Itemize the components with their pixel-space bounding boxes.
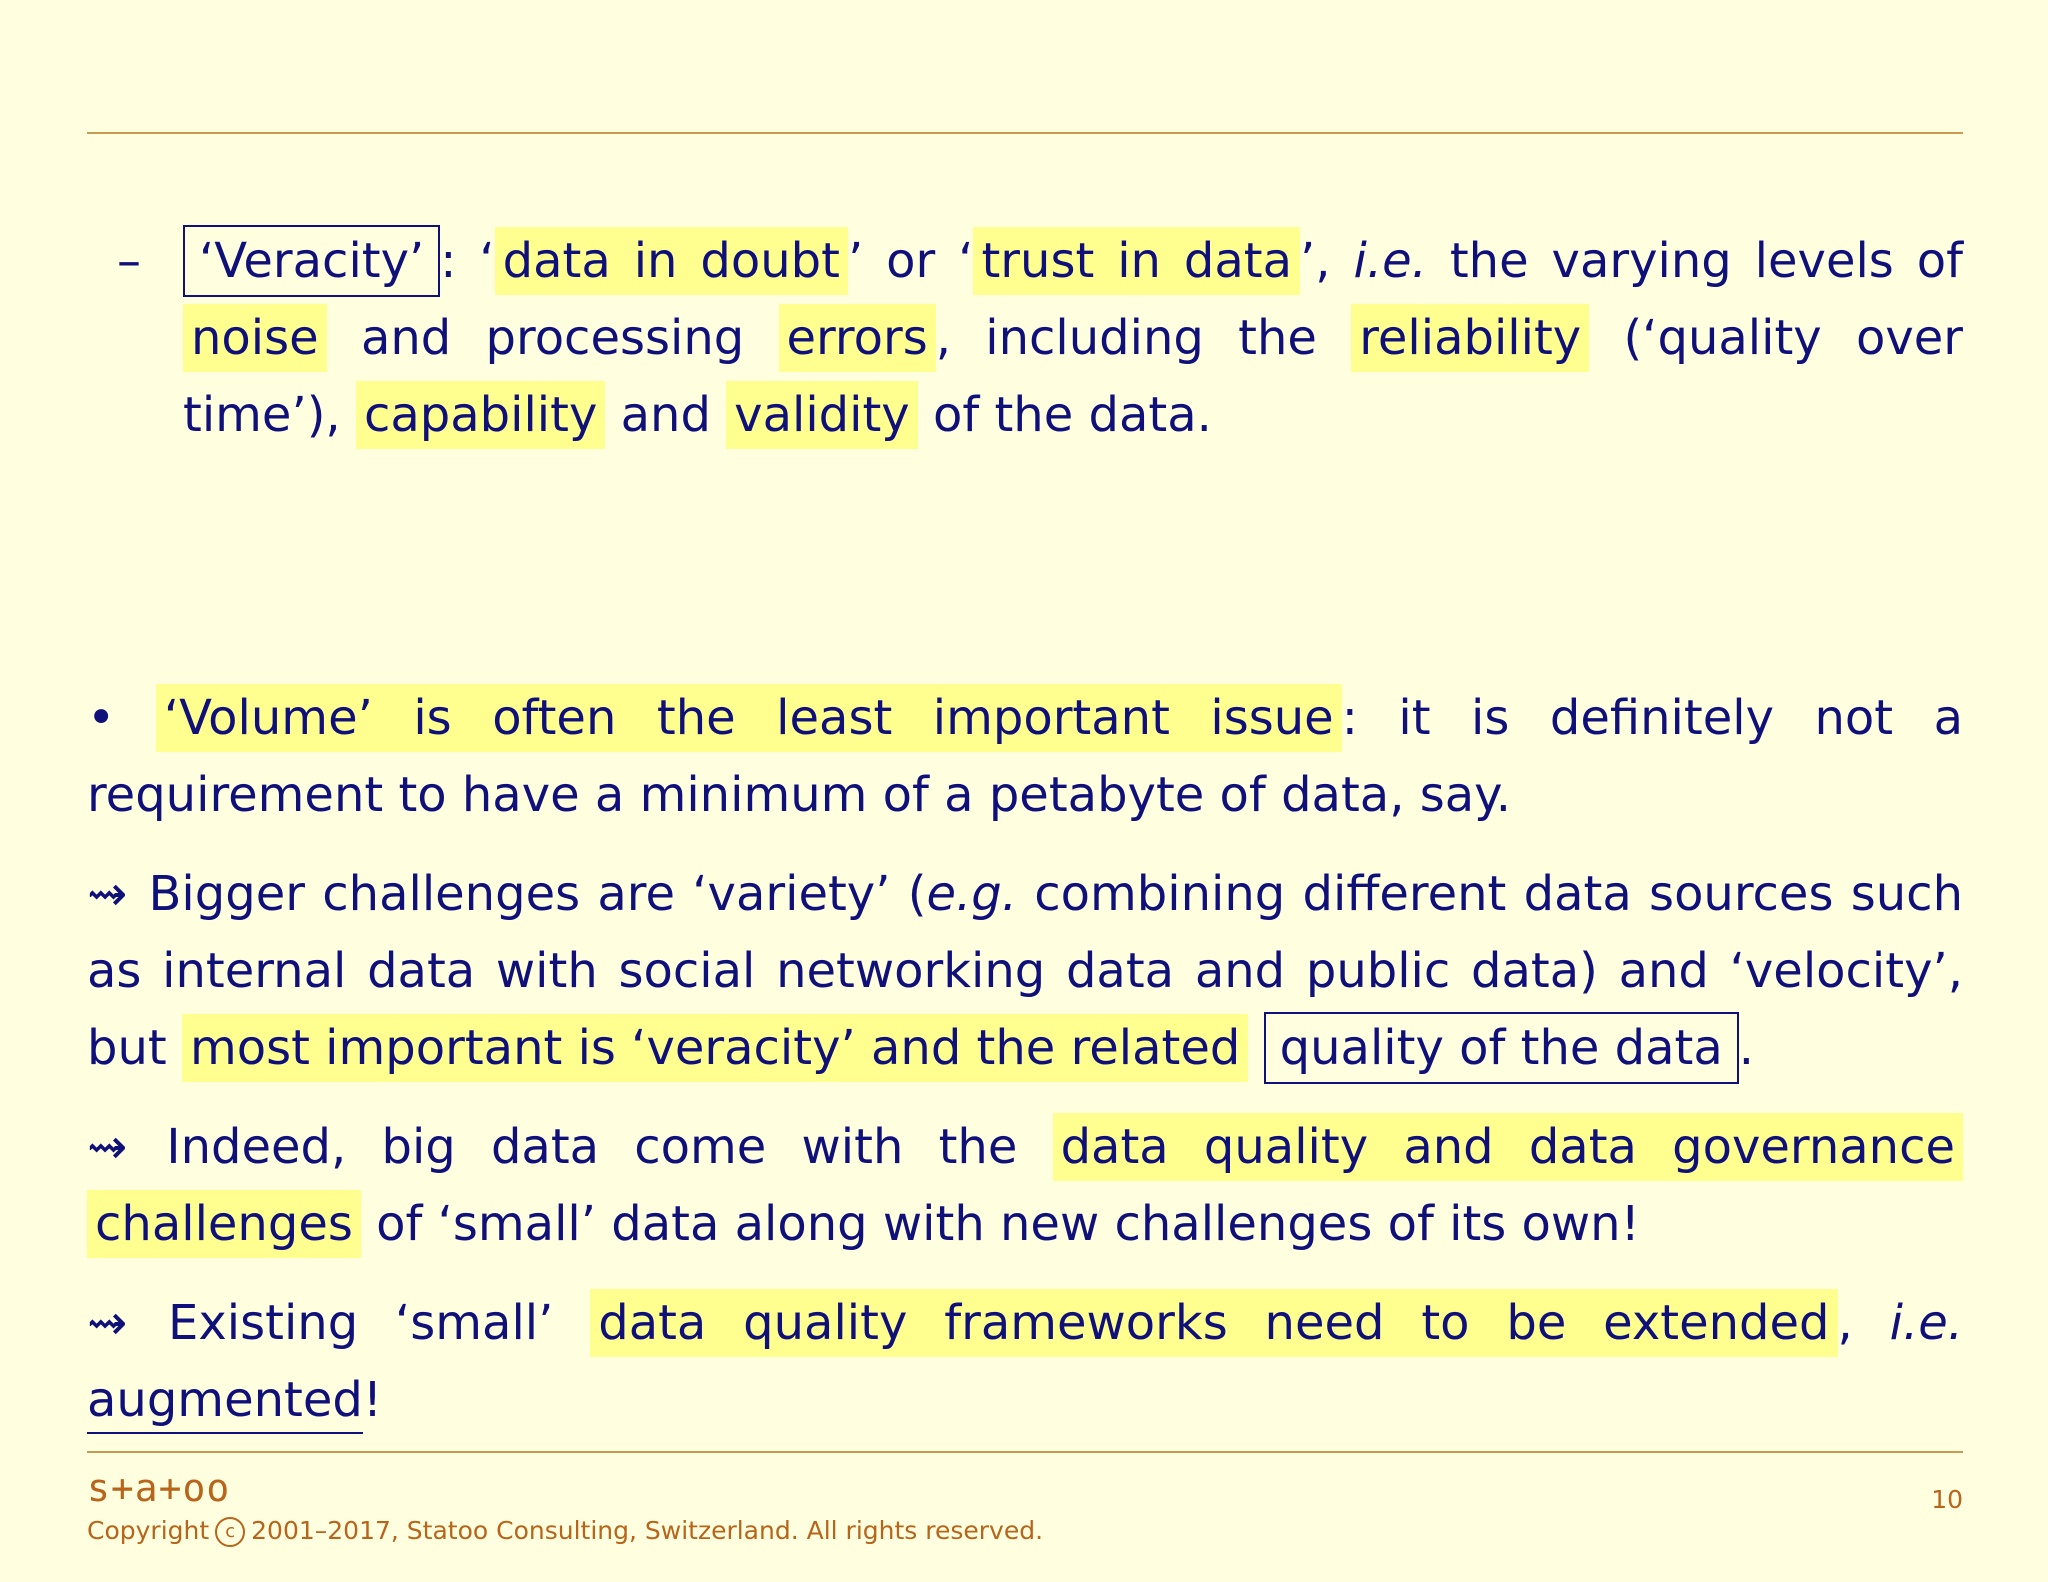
bigger-text-1: Bigger challenges are ‘variety’ ( bbox=[131, 866, 927, 922]
volume-paragraph bbox=[87, 680, 1963, 834]
indeed-text-1: Indeed, big data come with the bbox=[131, 1119, 1053, 1175]
bullet-marker: • bbox=[87, 690, 116, 746]
veracity-colon: : bbox=[440, 233, 457, 289]
veracity-text-3: , including the bbox=[935, 310, 1352, 366]
bigger-text-4: . bbox=[1738, 1020, 1755, 1076]
bigger-text-2: combining different data sources such as internal data with social networking data and public data) and ‘velocity’, but bbox=[87, 866, 1963, 1076]
veracity-term-box: ‘Veracity’ bbox=[183, 225, 440, 297]
copyright-icon: c bbox=[215, 1517, 245, 1547]
existing-text-1: Existing ‘small’ bbox=[131, 1295, 591, 1351]
existing-text-4: ! bbox=[362, 1372, 383, 1428]
bigger-text-3 bbox=[1248, 1020, 1263, 1076]
main-body bbox=[87, 680, 1963, 1439]
ie-abbrev: i.e. bbox=[1353, 233, 1427, 289]
indeed-paragraph bbox=[87, 1109, 1963, 1263]
veracity-text-4: (‘quality over time’), bbox=[183, 310, 1963, 443]
quality-of-data-box: quality of the data bbox=[1264, 1012, 1739, 1084]
existing-text-2: , bbox=[1837, 1295, 1890, 1351]
underlined-augmented: augmented bbox=[87, 1372, 363, 1434]
squiggle-arrow-icon: ⇝ bbox=[87, 1295, 128, 1351]
header-rule bbox=[87, 132, 1963, 134]
copyright-prefix: Copyright bbox=[87, 1516, 210, 1545]
dash-marker: – bbox=[117, 233, 141, 289]
volume-text: : it is definitely not a requirement to have a minimum of a petabyte of data, say. bbox=[87, 690, 1963, 823]
veracity-block bbox=[87, 223, 1963, 454]
veracity-text-5: and bbox=[605, 387, 727, 443]
veracity-text-2: and processing bbox=[326, 310, 779, 366]
highlight-errors: errors bbox=[779, 304, 936, 372]
squiggle-arrow-icon: ⇝ bbox=[87, 866, 128, 922]
quote-close-2: ’, bbox=[1300, 233, 1354, 289]
highlight-validity: validity bbox=[726, 381, 918, 449]
highlight-data-in-doubt: data in doubt bbox=[495, 227, 848, 295]
statoo-logo: s+a+oo bbox=[87, 1466, 231, 1510]
highlight-most-important: most important is ‘veracity’ and the related bbox=[182, 1014, 1248, 1082]
page-number: 10 bbox=[1931, 1485, 1963, 1514]
highlight-volume: ‘Volume’ is often the least important issue bbox=[156, 684, 1342, 752]
quote-close-or: ’ or bbox=[847, 233, 959, 289]
quote-open: ‘ bbox=[456, 233, 495, 289]
copyright-notice bbox=[87, 1516, 1043, 1547]
ie-abbrev-2: i.e. bbox=[1889, 1295, 1964, 1351]
squiggle-arrow-icon: ⇝ bbox=[87, 1119, 128, 1175]
veracity-text-1: the varying levels of bbox=[1426, 233, 1964, 289]
highlight-reliability: reliability bbox=[1351, 304, 1589, 372]
footer-rule bbox=[87, 1451, 1963, 1453]
highlight-noise: noise bbox=[183, 304, 327, 372]
highlight-governance: data quality and data governance challenges bbox=[87, 1113, 1963, 1258]
highlight-capability: capability bbox=[356, 381, 605, 449]
bigger-paragraph bbox=[87, 856, 1963, 1087]
copyright-text: 2001–2017, Statoo Consulting, Switzerland. All rights reserved. bbox=[251, 1516, 1044, 1545]
veracity-item bbox=[87, 223, 1963, 454]
quote-open-2: ‘ bbox=[958, 233, 974, 289]
highlight-trust-in-data: trust in data bbox=[973, 227, 1300, 295]
eg-abbrev: e.g. bbox=[926, 866, 1017, 922]
indeed-text-2: of ‘small’ data along with new challenges of its own! bbox=[360, 1196, 1640, 1252]
existing-paragraph bbox=[87, 1285, 1963, 1439]
highlight-frameworks: data quality frameworks need to be extended bbox=[590, 1289, 1837, 1357]
veracity-text-6: of the data. bbox=[917, 387, 1212, 443]
